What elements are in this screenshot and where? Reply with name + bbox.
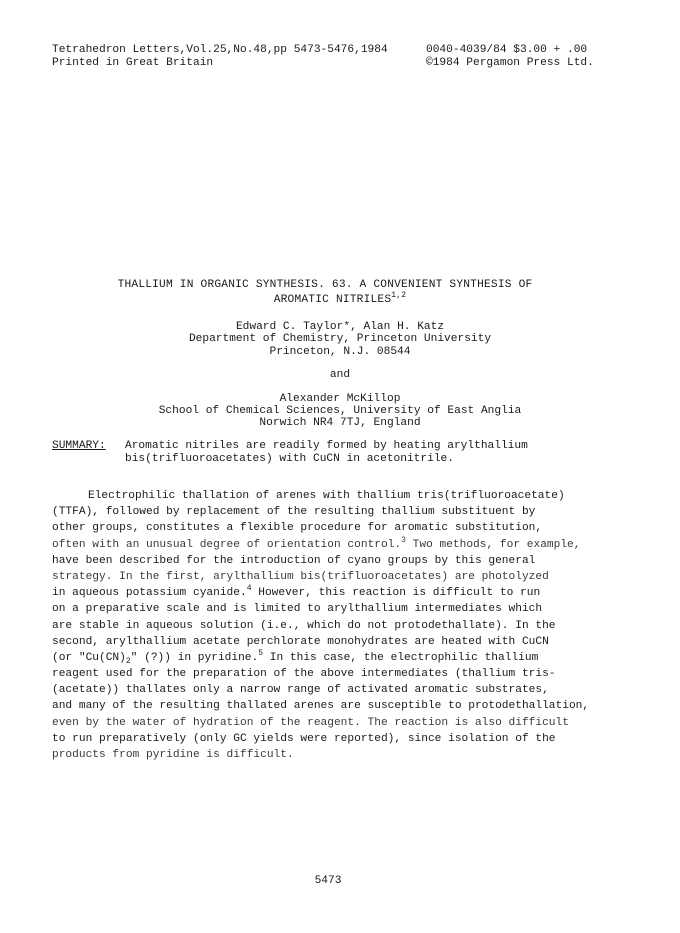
title-footnote-refs: 1,2	[391, 291, 407, 300]
body-line: other groups, constitutes a flexible procedure for aromatic substitution,	[52, 522, 543, 535]
body-line	[52, 650, 652, 666]
summary-line-2: bis(trifluoroacetates) with CuCN in acetonitrile.	[125, 453, 454, 465]
body-line: (acetate)) thallates only a narrow range of activated aromatic substrates,	[52, 684, 549, 697]
body-line: on a preparative scale and is limited to arylthallium intermediates which	[52, 603, 543, 616]
body-line: to run preparatively (only GC yields were reported), since isolation of the	[52, 732, 556, 745]
journal-citation: Tetrahedron Letters,Vol.25,No.48,pp 5473-5476,1984	[52, 44, 388, 56]
body-line-text: In this case, the electrophilic thallium	[263, 651, 539, 664]
article-title-text: AROMATIC NITRILES	[273, 294, 392, 306]
body-line-text: Two methods, for example,	[405, 538, 581, 551]
body-line-text: However, this reaction is difficult to run	[251, 587, 541, 600]
body-line: strategy. In the first, arylthallium bis(trifluoroacetates) are photolyzed	[52, 570, 549, 583]
and-separator: and	[329, 369, 351, 381]
article-title-line-1: THALLIUM IN ORGANIC SYNTHESIS. 63. A CONVENIENT SYNTHESIS OF	[117, 279, 533, 291]
body-line: and many of the resulting thallated arenes are susceptible to protodethallation,	[52, 700, 590, 713]
footnote-ref: 4	[246, 584, 252, 594]
body-line: are stable in aqueous solution (i.e., which do not protodethallate). In the	[52, 619, 556, 632]
affiliation-city-1: Princeton, N.J. 08544	[269, 346, 411, 358]
footnote-ref: 5	[258, 648, 264, 658]
summary-line-1: Aromatic nitriles are readily formed by heating arylthallium	[125, 440, 528, 452]
affiliation-dept-1: Department of Chemistry, Princeton University	[188, 333, 492, 345]
printed-in: Printed in Great Britain	[52, 57, 214, 69]
body-line	[52, 585, 652, 601]
body-line: products from pyridine is difficult.	[52, 749, 294, 761]
body-line-text: often with an unusual degree of orientation control.	[52, 538, 402, 551]
affiliation-dept-2: School of Chemical Sciences, University of East Anglia	[158, 405, 522, 417]
affiliation-city-2: Norwich NR4 7TJ, England	[259, 417, 421, 429]
copyright: ©1984 Pergamon Press Ltd.	[426, 57, 594, 69]
price-code: 0040-4039/84 $3.00 + .00	[426, 44, 588, 56]
subscript: 2	[125, 656, 131, 666]
body-line: even by the water of hydration of the reagent. The reaction is also difficult	[52, 716, 569, 729]
body-line-text: (or "Cu(CN)	[52, 651, 126, 664]
article-title-line-2	[0, 291, 680, 306]
body-paragraph	[52, 488, 652, 763]
page-number: 5473	[314, 875, 342, 887]
body-line: reagent used for the preparation of the above intermediates (thallium tris-	[52, 668, 556, 681]
body-line-text: in aqueous potassium cyanide.	[52, 587, 247, 600]
author-names-2: Alexander McKillop	[279, 393, 401, 405]
summary-label: SUMMARY:	[52, 440, 106, 452]
body-line: Electrophilic thallation of arenes with thallium tris(trifluoroacetate)	[88, 490, 565, 502]
body-line: have been described for the introduction of cyano groups by this general	[52, 554, 536, 567]
body-line: second, arylthallium acetate perchlorate monohydrates are heated with CuCN	[52, 635, 549, 648]
body-line-text: " (?)) in pyridine.	[130, 651, 259, 664]
body-line	[52, 537, 652, 553]
author-names-1: Edward C. Taylor*, Alan H. Katz	[235, 321, 445, 333]
footnote-ref: 3	[401, 535, 406, 545]
body-line: (TTFA), followed by replacement of the resulting thallium substituent by	[52, 506, 536, 519]
